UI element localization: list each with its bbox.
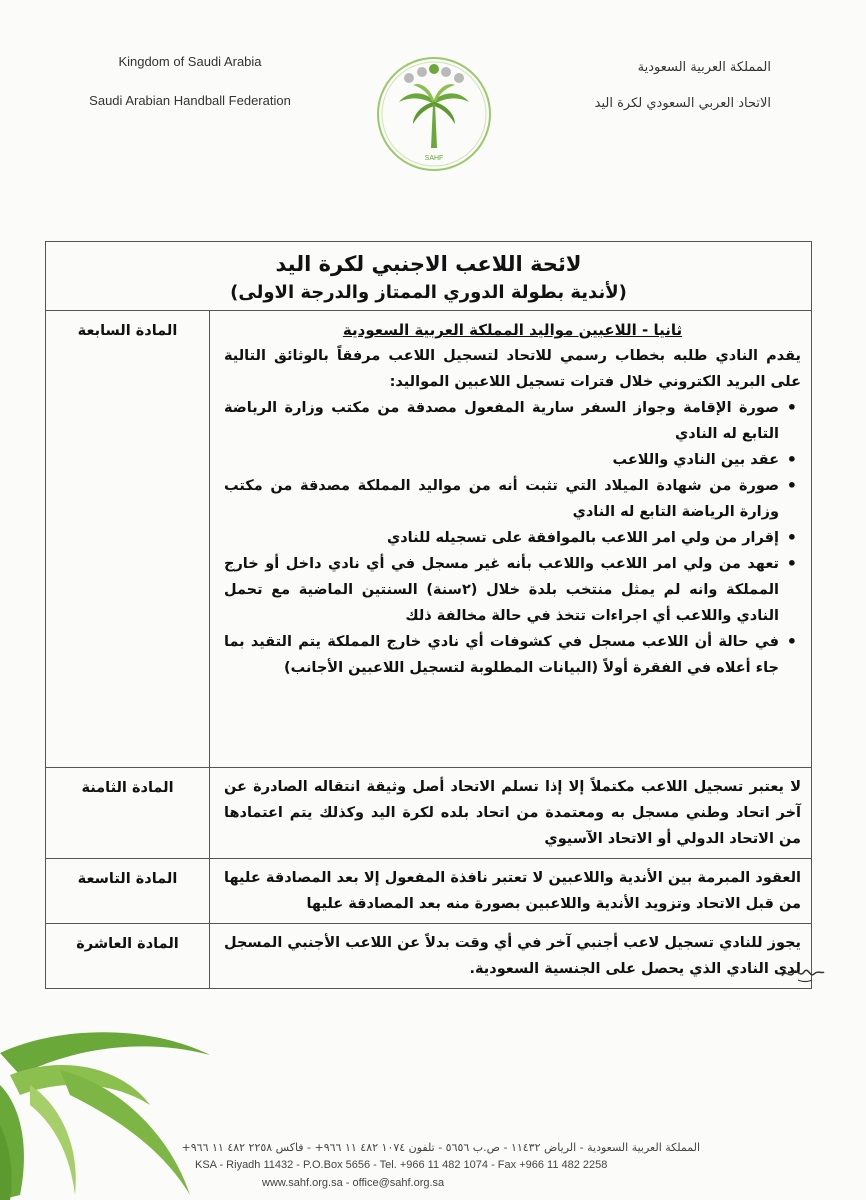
list-item: • إقرار من ولي امر اللاعب بالموافقة على تسجيله للنادي	[224, 525, 779, 551]
palm-watermark-icon	[0, 1025, 250, 1200]
signature-icon	[778, 960, 828, 984]
header-arabic-federation: الاتحاد العربي السعودي لكرة اليد	[594, 96, 771, 111]
article-9-content: العقود المبرمة بين الأندية واللاعبين لا تعتبر نافذة المفعول إلا بعد المصادقة عليها من قبل الاتحاد وتزويد الأندية واللاعبين بصورة منه بعد المصادقة عليها	[210, 859, 812, 924]
document-title: لائحة اللاعب الاجنبي لكرة اليد	[275, 252, 582, 276]
article-9-label: المادة التاسعة	[46, 859, 210, 924]
list-item: • عقد بين النادي واللاعب	[224, 447, 779, 473]
list-item: • تعهد من ولي امر اللاعب واللاعب بأنه غير مسجل في أي نادي داخل أو خارج المملكة وانه لم يمثل منتخب بلدة خلال (٢سنة) السنتين الماضية مع تحمل النادي واللاعب أي اجراءات تتخذ في حالة مخالفة ذلك	[224, 551, 779, 629]
article-7-label: المادة السابعة	[46, 311, 210, 768]
article-7-content	[210, 311, 812, 768]
article-8-content: لا يعتبر تسجيل اللاعب مكتملاً إلا إذا تسلم الاتحاد أصل وثيقة انتقاله الصادرة عن آخر اتحاد وطني مسجل به ومعتمدة من اتحاد بلده لكرة اليد وكذلك يتم اعتمادها من الاتحاد الدولي أو الاتحاد الآسيوي	[210, 768, 812, 859]
header-english-federation: Saudi Arabian Handball Federation	[89, 93, 291, 108]
svg-text:SAHF: SAHF	[424, 155, 444, 162]
regulations-table	[45, 241, 812, 989]
article-10-content: يجوز للنادي تسجيل لاعب أجنبي آخر في أي وقت بدلاً عن اللاعب الأجنبي المسجل لدى النادي الذي يحصل على الجنسية السعودية.	[210, 924, 812, 989]
footer-arabic-contact: المملكة العربية السعودية - الرياض ١١٤٣٢ - ص.ب ٥٦٥٦ - تلفون ١٠٧٤ ٤٨٢ ١١ ٩٦٦+ - فاكس ٢٢٥٨ ٤٨٢ ١١ ٩٦٦+	[181, 1141, 700, 1154]
title-cell	[46, 242, 812, 311]
document-subtitle: (لأندية بطولة الدوري الممتاز والدرجة الاولى)	[230, 282, 627, 303]
list-item: • صورة من شهادة الميلاد التي تثبت أنه من مواليد المملكة مصدقة من مكتب وزارة الرياضة التابع له النادي	[224, 473, 779, 525]
article-8-label: المادة الثامنة	[46, 768, 210, 859]
footer-english-contact: KSA - Riyadh 11432 - P.O.Box 5656 - Tel. +966 11 482 1074 - Fax +966 11 482 2258	[195, 1159, 608, 1171]
article-7-intro: يقدم النادي طلبه بخطاب رسمي للاتحاد لتسجيل اللاعب مرفقاً بالوثائق التالية على البريد الكتروني خلال فترات تسجيل اللاعبين المواليد:	[224, 348, 801, 390]
header-arabic-country: المملكة العربية السعودية	[637, 60, 771, 75]
header-english-country: Kingdom of Saudi Arabia	[118, 54, 262, 69]
footer-website: www.sahf.org.sa - office@sahf.org.sa	[262, 1177, 445, 1189]
article-7-heading: ثانيا - اللاعبين مواليد المملكة العربية السعودية	[342, 321, 683, 339]
list-item: • في حالة أن اللاعب مسجل في كشوفات أي نادي خارج المملكة يتم التقيد بما جاء أعلاه في الفقرة أولاً (البيانات المطلوبة لتسجيل اللاعبين الأجانب)	[224, 629, 779, 681]
federation-logo-icon	[373, 52, 495, 176]
article-10-label: المادة العاشرة	[46, 924, 210, 989]
required-documents-list	[224, 395, 801, 681]
list-item: • صورة الإقامة وجواز السفر سارية المفعول مصدقة من مكتب وزارة الرياضة التابع له النادي	[224, 395, 779, 447]
